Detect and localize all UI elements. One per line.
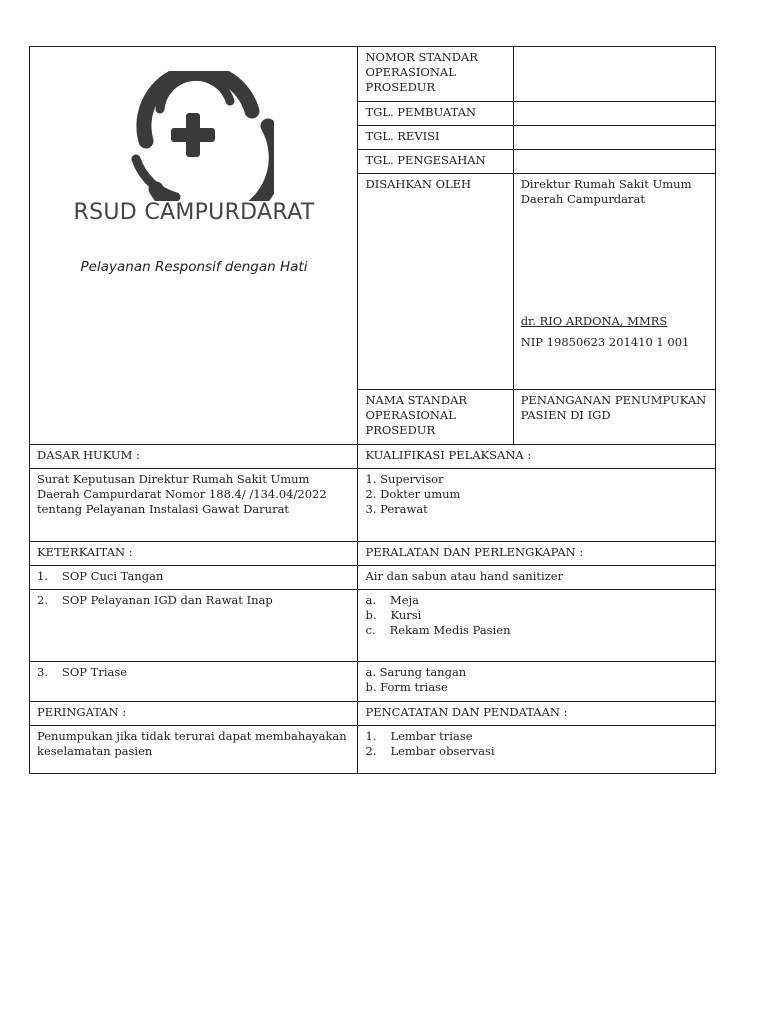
list-item: c. Rekam Medis Pasien (365, 623, 511, 637)
nomor-value (513, 47, 715, 102)
list-item: 1. Lembar triase (365, 729, 473, 743)
peringatan-label: PERINGATAN : (30, 702, 358, 726)
disahkan-value: Direktur Rumah Sakit Umum Daerah Campurdarat (520, 177, 692, 207)
signatory-nip: NIP 19850623 201410 1 001 (520, 335, 690, 350)
dasar-hukum-text: Surat Keputusan Direktur Rumah Sakit Umum Daerah Campurdarat Nomor 188.4/ /134.04/2022 tentang Pelayanan Instalasi Gawat Darurat (30, 469, 358, 542)
pencatatan-cell (358, 726, 716, 774)
list-item: a. Meja (365, 593, 419, 607)
kualifikasi-list (365, 472, 708, 517)
peralatan-row1: Air dan sabun atau hand sanitizer (358, 566, 716, 590)
peringatan-text: Penumpukan jika tidak terurai dapat membahayakan keselamatan pasien (30, 726, 358, 774)
nomor-label: NOMOR STANDAR OPERASIONAL PROSEDUR (358, 47, 513, 102)
tgl-pembuatan-value (513, 102, 715, 126)
list-item: b. Form triase (365, 680, 448, 694)
tgl-pembuatan-label: TGL. PEMBUATAN (358, 102, 513, 126)
sop-header-table (29, 46, 716, 445)
tgl-pengesahan-label: TGL. PENGESAHAN (358, 150, 513, 174)
disahkan-label: DISAHKAN OLEH (358, 174, 513, 390)
list-item: 1. Supervisor (365, 472, 444, 486)
list-item: 2. Lembar observasi (365, 744, 495, 758)
nama-sop-label: NAMA STANDAR OPERASIONAL PROSEDUR (358, 389, 513, 444)
keterkaitan-item (30, 662, 358, 702)
item-number: 3. (37, 665, 48, 679)
list-item: 2. Dokter umum (365, 487, 461, 501)
list-item: 3. Perawat (365, 502, 428, 516)
pencatatan-label: PENCATATAN DAN PENDATAAN : (358, 702, 716, 726)
disahkan-cell (513, 174, 715, 390)
item-number: 1. (37, 569, 48, 583)
nama-sop-value: PENANGANAN PENUMPUKAN PASIEN DI IGD (513, 389, 715, 444)
pencatatan-list (365, 729, 708, 759)
dasar-hukum-label: DASAR HUKUM : (30, 445, 358, 469)
sop-body-table (29, 444, 716, 774)
peralatan-label: PERALATAN DAN PERLENGKAPAN : (358, 542, 716, 566)
item-text: SOP Cuci Tangan (61, 569, 164, 583)
item-text: SOP Pelayanan IGD dan Rawat Inap (61, 593, 273, 607)
kualifikasi-label: KUALIFIKASI PELAKSANA : (358, 445, 716, 469)
signatory-name: dr. RIO ARDONA, MMRS (520, 314, 668, 329)
kualifikasi-cell (358, 469, 716, 542)
hospital-cross-logo-icon (116, 71, 274, 201)
peralatan-row2 (358, 590, 716, 662)
peralatan-row3 (358, 662, 716, 702)
tgl-pengesahan-value (513, 150, 715, 174)
tgl-revisi-value (513, 126, 715, 150)
keterkaitan-item (30, 590, 358, 662)
logo-cell (30, 47, 358, 445)
list-item: b. Kursi (365, 608, 422, 622)
sop-document (29, 46, 716, 774)
keterkaitan-label: KETERKAITAN : (30, 542, 358, 566)
list-item: a. Sarung tangan (365, 665, 467, 679)
item-number: 2. (37, 593, 48, 607)
tgl-revisi-label: TGL. REVISI (358, 126, 513, 150)
peralatan-list (365, 593, 708, 638)
hospital-name: RSUD CAMPURDARAT (73, 200, 315, 225)
keterkaitan-item (30, 566, 358, 590)
item-text: SOP Triase (61, 665, 128, 679)
hospital-motto: Pelayanan Responsif dengan Hati (80, 259, 308, 275)
